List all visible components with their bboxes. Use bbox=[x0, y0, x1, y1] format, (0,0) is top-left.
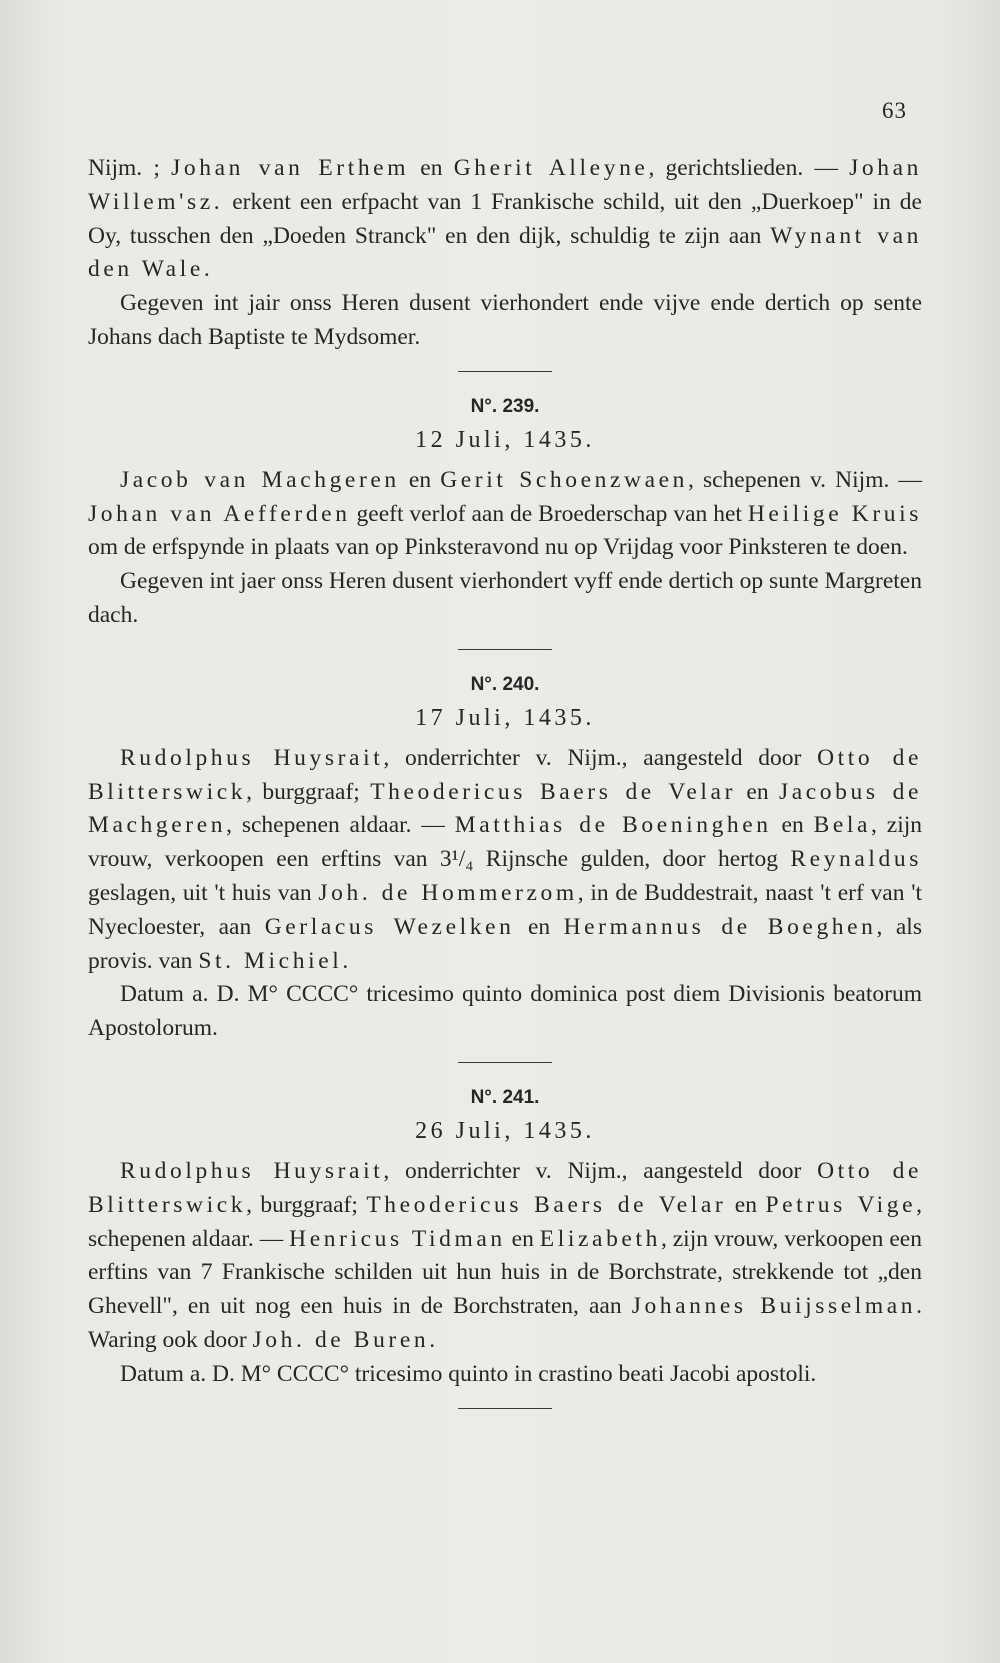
entry-number: N°. 240. bbox=[470, 673, 540, 695]
entry-239 bbox=[88, 392, 922, 633]
spaced-name: Jacobus de Machgeren bbox=[88, 778, 922, 839]
entry-number: N°. 239. bbox=[470, 395, 540, 417]
entry-date: 26 Juli, 1435. bbox=[415, 1117, 595, 1144]
spaced-name: Gherit Alleyne bbox=[453, 155, 649, 181]
page-body bbox=[88, 152, 922, 1429]
spaced-name: Theodericus Baers de Velar bbox=[370, 778, 736, 805]
entry-240 bbox=[88, 670, 922, 1046]
separator-rule bbox=[458, 1408, 552, 1409]
page-number: 63 bbox=[882, 98, 907, 123]
spaced-name: Otto de Blitterswick bbox=[88, 1157, 922, 1218]
text-run: , onderrichter v. Nijm., aangesteld door bbox=[383, 744, 818, 771]
text-run: , schepenen aldaar. — bbox=[226, 812, 455, 839]
spaced-name: Reynaldus bbox=[790, 846, 922, 873]
text-run: geeft verlof aan de Broederschap van het bbox=[350, 500, 748, 527]
spaced-name: Gerit Schoenzwaen bbox=[440, 466, 688, 493]
text-run: , burggraaf; bbox=[246, 778, 371, 805]
spaced-name: Theodericus Baers de Velar bbox=[366, 1191, 727, 1218]
text-run: en bbox=[771, 812, 814, 839]
text-run: en bbox=[514, 913, 564, 940]
entry-body bbox=[88, 742, 922, 979]
separator-rule bbox=[458, 371, 552, 372]
text-run: . bbox=[429, 1326, 436, 1353]
text-run: erkent een erfpacht van 1 Frankische schild, uit den „Duerkoep" in de Oy, tusschen den „Doeden Stranck" en den dijk, schuldig te zijn aan bbox=[88, 188, 922, 249]
text-run: geslagen, uit 't huis van bbox=[88, 879, 319, 906]
entry-body bbox=[88, 464, 922, 565]
text-run: , burggraaf; bbox=[246, 1191, 367, 1218]
text-run: en bbox=[505, 1225, 540, 1252]
text-run: . bbox=[203, 256, 210, 283]
spaced-name: Johan van Aefferden bbox=[88, 500, 351, 527]
text-run: , zijn vrouw, verkoopen een erftins van 3¹/₄ Rijnsche gulden, door hertog bbox=[88, 812, 923, 873]
spaced-name: Johan Willem'sz. bbox=[88, 155, 922, 215]
entry-closing: Gegeven int jaer onss Heren dusent vierhondert vyff ende dertich op sunte Margreten dach. bbox=[88, 568, 922, 628]
entry-closing: Datum a. D. M° CCCC° tricesimo quinto dominica post diem Divisionis beatorum Apostolorum. bbox=[88, 981, 922, 1042]
text-run: , in de Buddestrait, naast 't erf van 't Nyecloester, aan bbox=[88, 879, 922, 940]
spaced-name: Rudolphus Huysrait bbox=[120, 1157, 384, 1184]
text-run: , gerichtslieden. — bbox=[648, 155, 850, 181]
intro-paragraph bbox=[88, 152, 922, 287]
text-run: . Waring ook door bbox=[88, 1293, 923, 1353]
spaced-name: Rudolphus Huysrait bbox=[120, 744, 384, 771]
separator-rule bbox=[458, 649, 552, 650]
text-run: en bbox=[409, 155, 454, 181]
separator-rule bbox=[458, 1062, 552, 1063]
spaced-name: Jacob van Machgeren bbox=[120, 466, 400, 493]
spaced-name: Johan van Erthem bbox=[171, 155, 410, 181]
spaced-name: Otto de Blitterswick bbox=[88, 744, 922, 805]
spaced-name: Elizabeth bbox=[539, 1225, 661, 1252]
text-run: , zijn vrouw, verkoopen een erftins van 7 Frankische schilden uit hun huis in de Borchstrate, strekkende tot „den Ghevell", en uit nog een huis in de Borchstraten, aan bbox=[88, 1225, 922, 1320]
text-run: . bbox=[342, 947, 349, 974]
intro-closing: Gegeven int jair onss Heren dusent vierhondert ende vijve ende dertich op sente Johans dach Baptiste te Mydsomer. bbox=[88, 290, 922, 350]
spaced-name: Joh. de Hommerzom bbox=[318, 879, 578, 906]
spaced-name: Petrus Vige bbox=[765, 1191, 917, 1218]
text-run: en bbox=[736, 778, 779, 805]
entry-closing: Datum a. D. M° CCCC° tricesimo quinto in crastino beati Jacobi apostoli. bbox=[120, 1360, 817, 1387]
entry-241 bbox=[88, 1083, 922, 1392]
spaced-name: Henricus Tidman bbox=[289, 1225, 506, 1252]
spaced-name: Wynant van den Wale bbox=[88, 222, 922, 283]
spaced-name: St. Michiel bbox=[198, 947, 343, 974]
spaced-name: Gerlacus Wezelken bbox=[264, 913, 515, 940]
text-run: en bbox=[726, 1191, 766, 1218]
text-run: Nijm. ; bbox=[88, 155, 172, 181]
entry-date: 12 Juli, 1435. bbox=[415, 426, 595, 453]
text-run: om de erfspynde in plaats van op Pinksteravond nu op Vrijdag voor Pinksteren te doen. bbox=[88, 534, 908, 561]
entry-body bbox=[88, 1155, 922, 1358]
spaced-name: Bela bbox=[813, 812, 872, 839]
spaced-name: Matthias de Boeninghen bbox=[454, 812, 772, 839]
text-run: , als provis. van bbox=[88, 913, 922, 974]
text-run: , schepenen v. Nijm. — bbox=[687, 466, 922, 493]
spaced-name: Heilige Kruis bbox=[747, 500, 922, 527]
text-run: , onderrichter v. Nijm., aangesteld door bbox=[383, 1157, 818, 1184]
spaced-name: Hermannus de Boeghen bbox=[563, 913, 877, 940]
spaced-name: Johannes Buijsselman bbox=[631, 1293, 917, 1320]
entry-number: N°. 241. bbox=[470, 1086, 540, 1108]
entry-date: 17 Juli, 1435. bbox=[415, 704, 595, 731]
spaced-name: Joh. de Buren bbox=[252, 1326, 430, 1353]
text-run: , schepenen aldaar. — bbox=[88, 1191, 923, 1252]
text-run: en bbox=[399, 466, 441, 493]
